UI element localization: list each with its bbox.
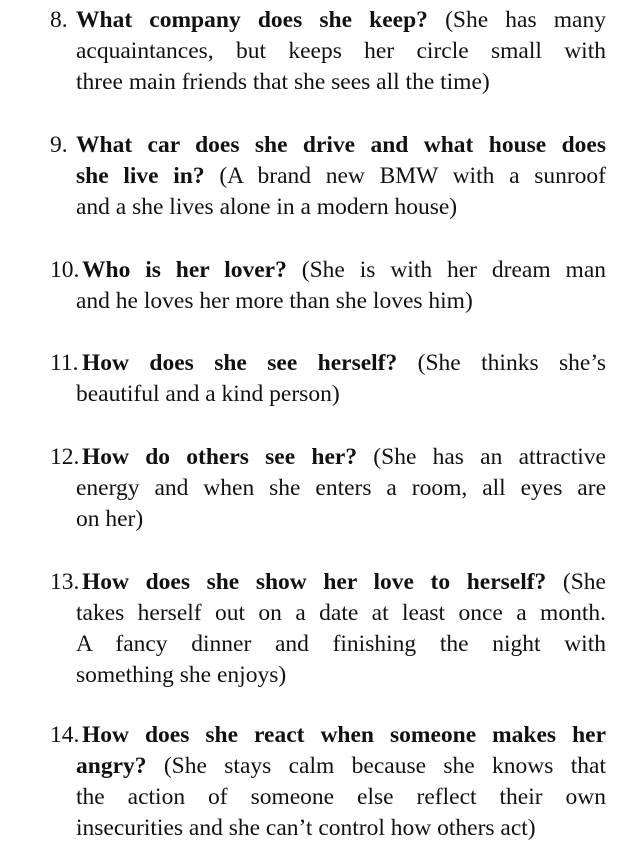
question-text: angry? <box>76 753 147 779</box>
item-line <box>50 5 606 36</box>
answer-text: energy and when she enters a room, all eyes are <box>76 475 606 501</box>
item-line <box>50 473 606 504</box>
item-number: 10. <box>50 257 80 283</box>
item-line <box>50 629 606 660</box>
question-item-10 <box>50 255 606 317</box>
answer-text: takes herself out on a date at least once a month. <box>76 600 606 626</box>
question-text: How does she show her love to herself? <box>82 569 547 595</box>
question-item-9 <box>50 130 606 223</box>
item-line <box>50 782 606 813</box>
question-item-11 <box>50 348 606 410</box>
answer-text: (She has many <box>427 7 606 33</box>
answer-text: (She has an attractive <box>357 444 606 470</box>
question-text: How does she see herself? <box>82 350 398 376</box>
question-text: she live in? <box>76 163 205 189</box>
item-number: 13. <box>50 569 80 595</box>
item-line <box>50 720 606 751</box>
item-number: 9. <box>50 132 68 158</box>
answer-text: (She stays calm because she knows that <box>146 753 606 779</box>
question-item-13 <box>50 567 606 691</box>
item-line <box>50 567 606 598</box>
answer-text: and he loves her more than she loves him) <box>76 288 473 314</box>
answer-text: beautiful and a kind person) <box>76 381 340 407</box>
question-text: How do others see her? <box>82 444 358 470</box>
question-text: How does she react when someone makes her <box>82 722 606 748</box>
answer-text: something she enjoys) <box>76 662 287 688</box>
answer-text: and a she lives alone in a modern house) <box>76 194 458 220</box>
item-line <box>50 286 606 317</box>
answer-text: (A brand new BMW with a sunroof <box>204 163 606 189</box>
item-line <box>50 504 606 535</box>
answer-text: on her) <box>76 506 144 532</box>
answer-text: the action of someone else reflect their own <box>76 784 606 810</box>
item-line <box>50 379 606 410</box>
item-number: 8. <box>50 7 68 33</box>
answer-text: insecurities and she can’t control how others act) <box>76 815 536 841</box>
item-line <box>50 598 606 629</box>
question-item-12 <box>50 442 606 535</box>
answer-text: three main friends that she sees all the time) <box>76 69 490 95</box>
answer-text: acquaintances, but keeps her circle small with <box>76 38 606 64</box>
answer-text: (She is with her dream man <box>286 257 606 283</box>
item-line <box>50 192 606 223</box>
item-number: 12. <box>50 444 80 470</box>
item-line <box>50 255 606 286</box>
item-line <box>50 442 606 473</box>
item-line <box>50 348 606 379</box>
answer-text: (She thinks she’s <box>397 350 606 376</box>
item-number: 14. <box>50 722 80 748</box>
answer-text: (She <box>546 569 606 595</box>
question-text: Who is her lover? <box>82 257 287 283</box>
question-item-8 <box>50 5 606 98</box>
question-text: What company does she keep? <box>76 7 428 33</box>
question-text: What car does she drive and what house does <box>76 132 606 158</box>
item-line <box>50 161 606 192</box>
item-line <box>50 36 606 67</box>
item-line <box>50 660 606 691</box>
item-line <box>50 751 606 782</box>
item-line <box>50 130 606 161</box>
question-item-14 <box>50 720 606 844</box>
item-number: 11. <box>50 350 79 376</box>
item-line <box>50 67 606 98</box>
item-line <box>50 813 606 844</box>
answer-text: A fancy dinner and finishing the night with <box>76 631 606 657</box>
